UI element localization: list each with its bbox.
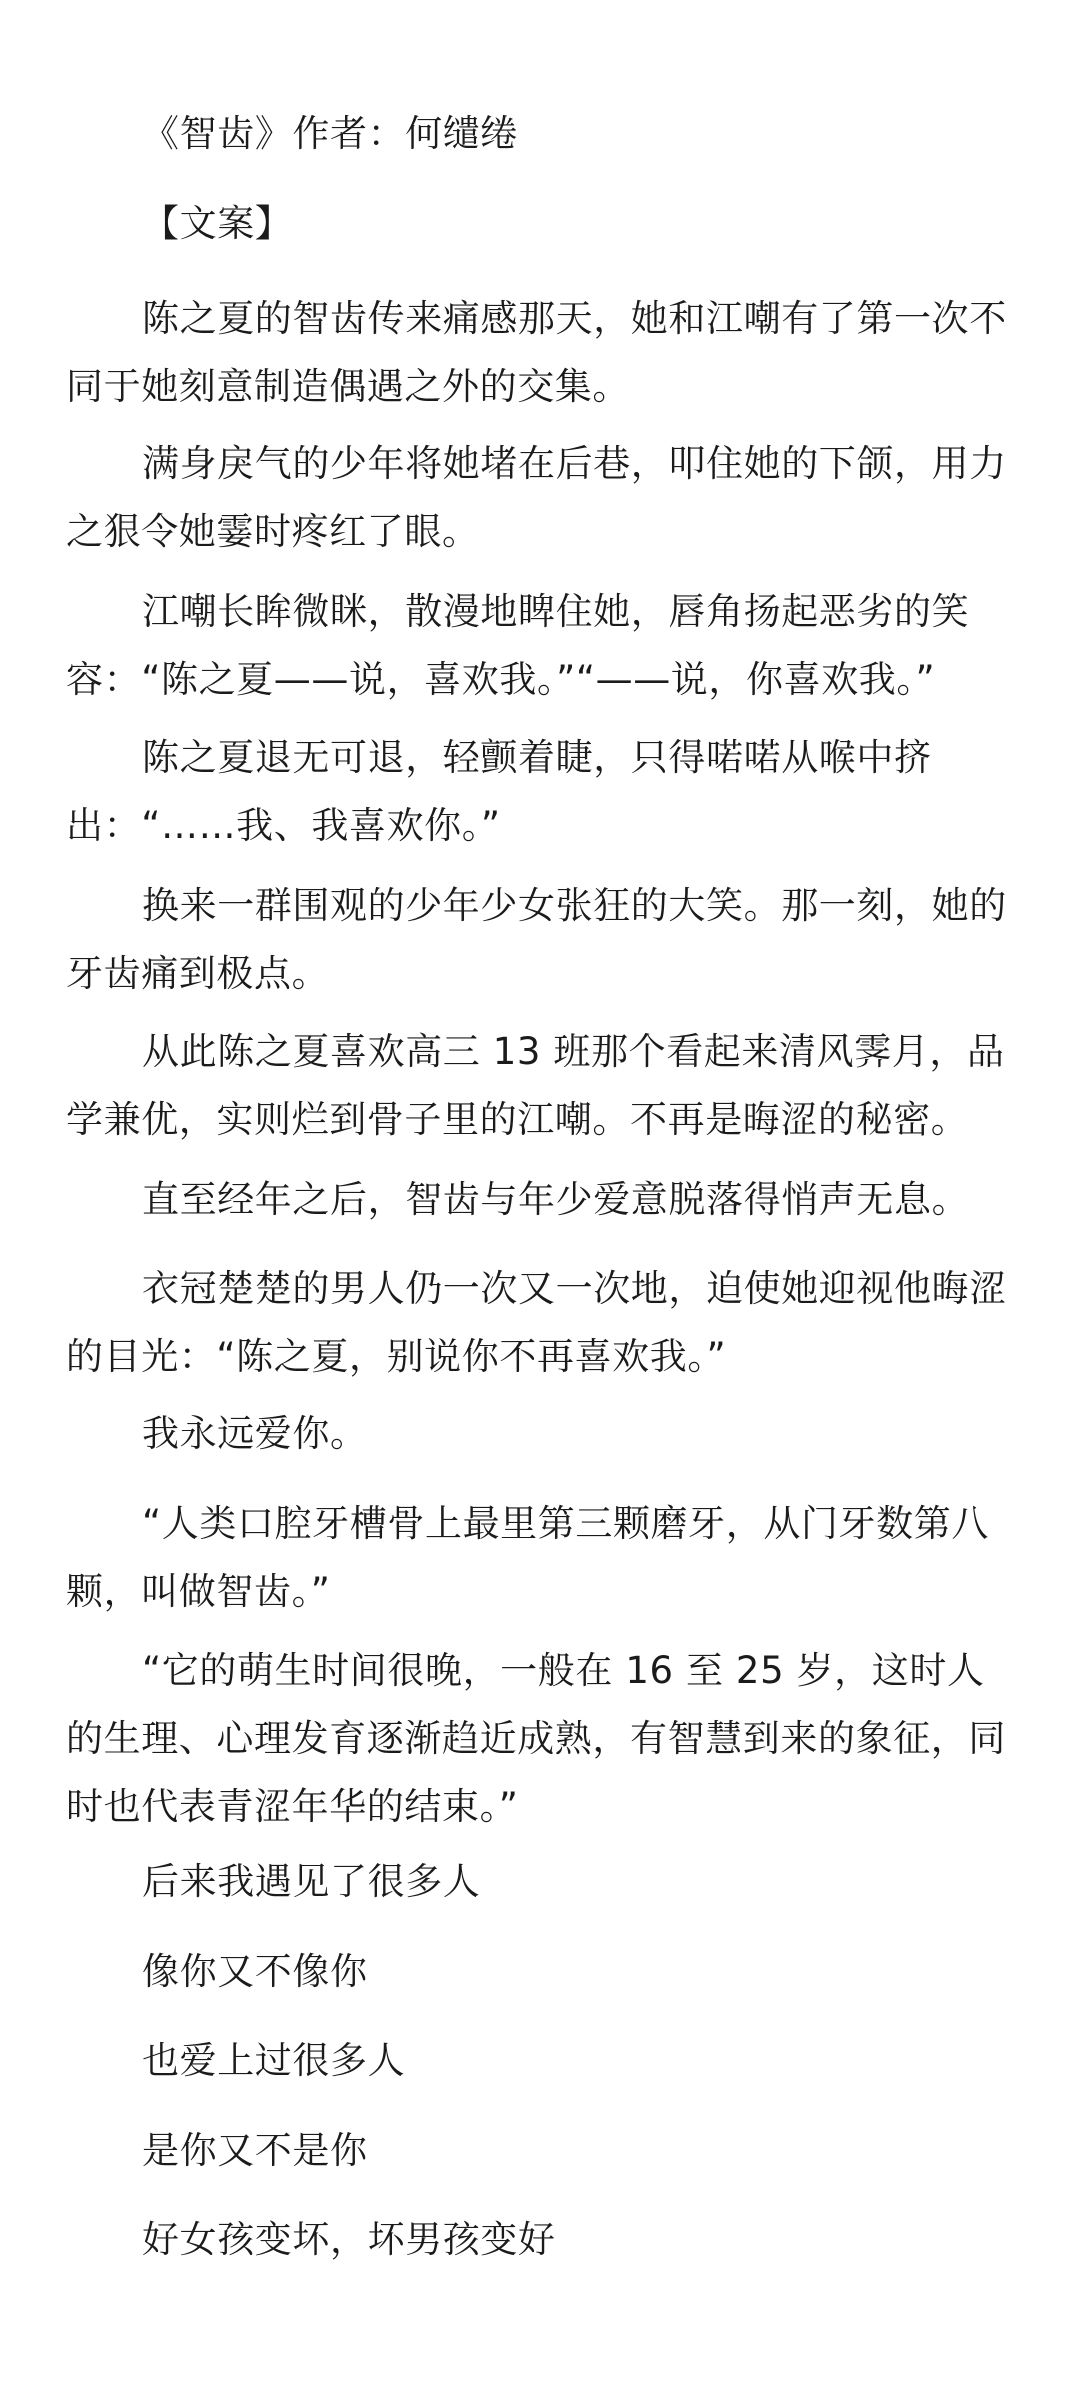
paragraph-7: 直至经年之后，智齿与年少爱意脱落得悄声无息。: [142, 1178, 970, 1221]
poem-line-5: 好女孩变坏，坏男孩变好: [142, 2218, 556, 2261]
paragraph-2: 满身戾气的少年将她堵在后巷，叩住她的下颌，用力之狠令她霎时疼红了眼。: [66, 442, 1007, 553]
paragraph-8: 衣冠楚楚的男人仍一次又一次地，迫使她迎视他晦涩的目光：“陈之夏，别说你不再喜欢我。”: [66, 1267, 1007, 1378]
poem-line-2: 像你又不像你: [142, 1950, 368, 1993]
paragraph-9: 我永远爱你。: [142, 1412, 368, 1455]
paragraph-3: 江嘲长眸微眯，散漫地睥住她，唇角扬起恶劣的笑容：“陈之夏——说，喜欢我。”“——说，你喜欢我。”: [66, 590, 970, 701]
poem-line-4: 是你又不是你: [142, 2129, 368, 2172]
title-line: 《智齿》作者：何缱绻: [142, 112, 518, 155]
poem-line-3: 也爱上过很多人: [142, 2039, 406, 2082]
section-label: 【文案】: [142, 202, 293, 245]
paragraph-6: 从此陈之夏喜欢高三 13 班那个看起来清风霁月，品学兼优，实则烂到骨子里的江嘲。不再是晦涩的秘密。: [66, 1030, 1005, 1141]
paragraph-10: “人类口腔牙槽骨上最里第三颗磨牙，从门牙数第八颗，叫做智齿。”: [66, 1502, 989, 1613]
poem-line-1: 后来我遇见了很多人: [142, 1860, 481, 1903]
paragraph-5: 换来一群围观的少年少女张狂的大笑。那一刻，她的牙齿痛到极点。: [66, 884, 1007, 995]
paragraph-11: “它的萌生时间很晚，一般在 16 至 25 岁，这时人的生理、心理发育逐渐趋近成熟，有智慧到来的象征，同时也代表青涩年华的结束。”: [66, 1649, 1006, 1828]
paragraph-1: 陈之夏的智齿传来痛感那天，她和江嘲有了第一次不同于她刻意制造偶遇之外的交集。: [66, 297, 1007, 408]
paragraph-4: 陈之夏退无可退，轻颤着睫，只得喏喏从喉中挤出：“……我、我喜欢你。”: [66, 736, 932, 847]
